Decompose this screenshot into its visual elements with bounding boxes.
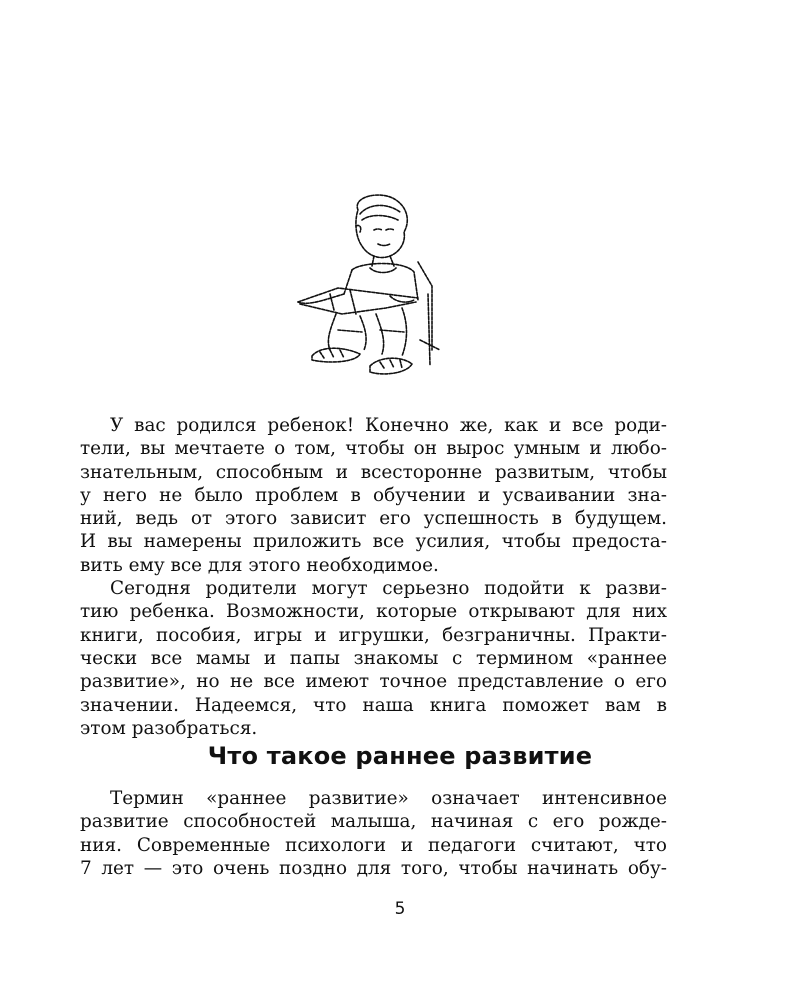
paragraph-line: И вы намерены приложить все усилия, чтобы предоста- xyxy=(80,531,667,553)
paragraph-line: книги, пособия, игры и игрушки, безграничны. Практи- xyxy=(80,624,667,646)
paragraph-line: тию ребенка. Возможности, которые открывают для них xyxy=(80,601,667,623)
paragraph-line: этом разобраться. xyxy=(80,717,258,739)
paragraph-line: 7 лет — это очень поздно для того, чтобы начинать обу- xyxy=(80,857,667,879)
body-text-definition xyxy=(80,787,667,880)
section-heading: Что такое раннее развитие xyxy=(207,742,593,770)
paragraph-line: тели, вы мечтаете о том, чтобы он вырос умным и любо- xyxy=(80,438,667,460)
paragraph-line: знательным, способным и всесторонне развитым, чтобы xyxy=(80,461,667,483)
paragraph-line: ния. Современные психологи и педагоги считают, что xyxy=(80,834,667,856)
paragraph-line: Сегодня родители могут серьезно подойти к разви- xyxy=(110,578,667,600)
paragraph-line: вить ему все для этого необходимое. xyxy=(80,554,439,576)
paragraph-line: У вас родился ребенок! Конечно же, как и все роди- xyxy=(110,415,667,436)
child-reading-book-icon xyxy=(290,190,450,385)
paragraph-line: чески все мамы и папы знакомы с термином «раннее xyxy=(80,647,667,669)
page-number: 5 xyxy=(394,899,406,919)
paragraph-line: значении. Надеемся, что наша книга поможет вам в xyxy=(80,694,667,716)
paragraph-line: Термин «раннее развитие» означает интенсивное xyxy=(110,788,667,809)
paragraph-line: развитие способностей малыша, начиная с его рожде- xyxy=(80,811,667,833)
body-text-intro xyxy=(80,414,667,740)
paragraph-line: у него не было проблем в обучении и усваивании зна- xyxy=(80,484,667,506)
paragraph-line: развитие», но не все имеют точное представление о его xyxy=(80,671,667,693)
paragraph-line: ний, ведь от этого зависит его успешность в будущем. xyxy=(80,508,667,530)
